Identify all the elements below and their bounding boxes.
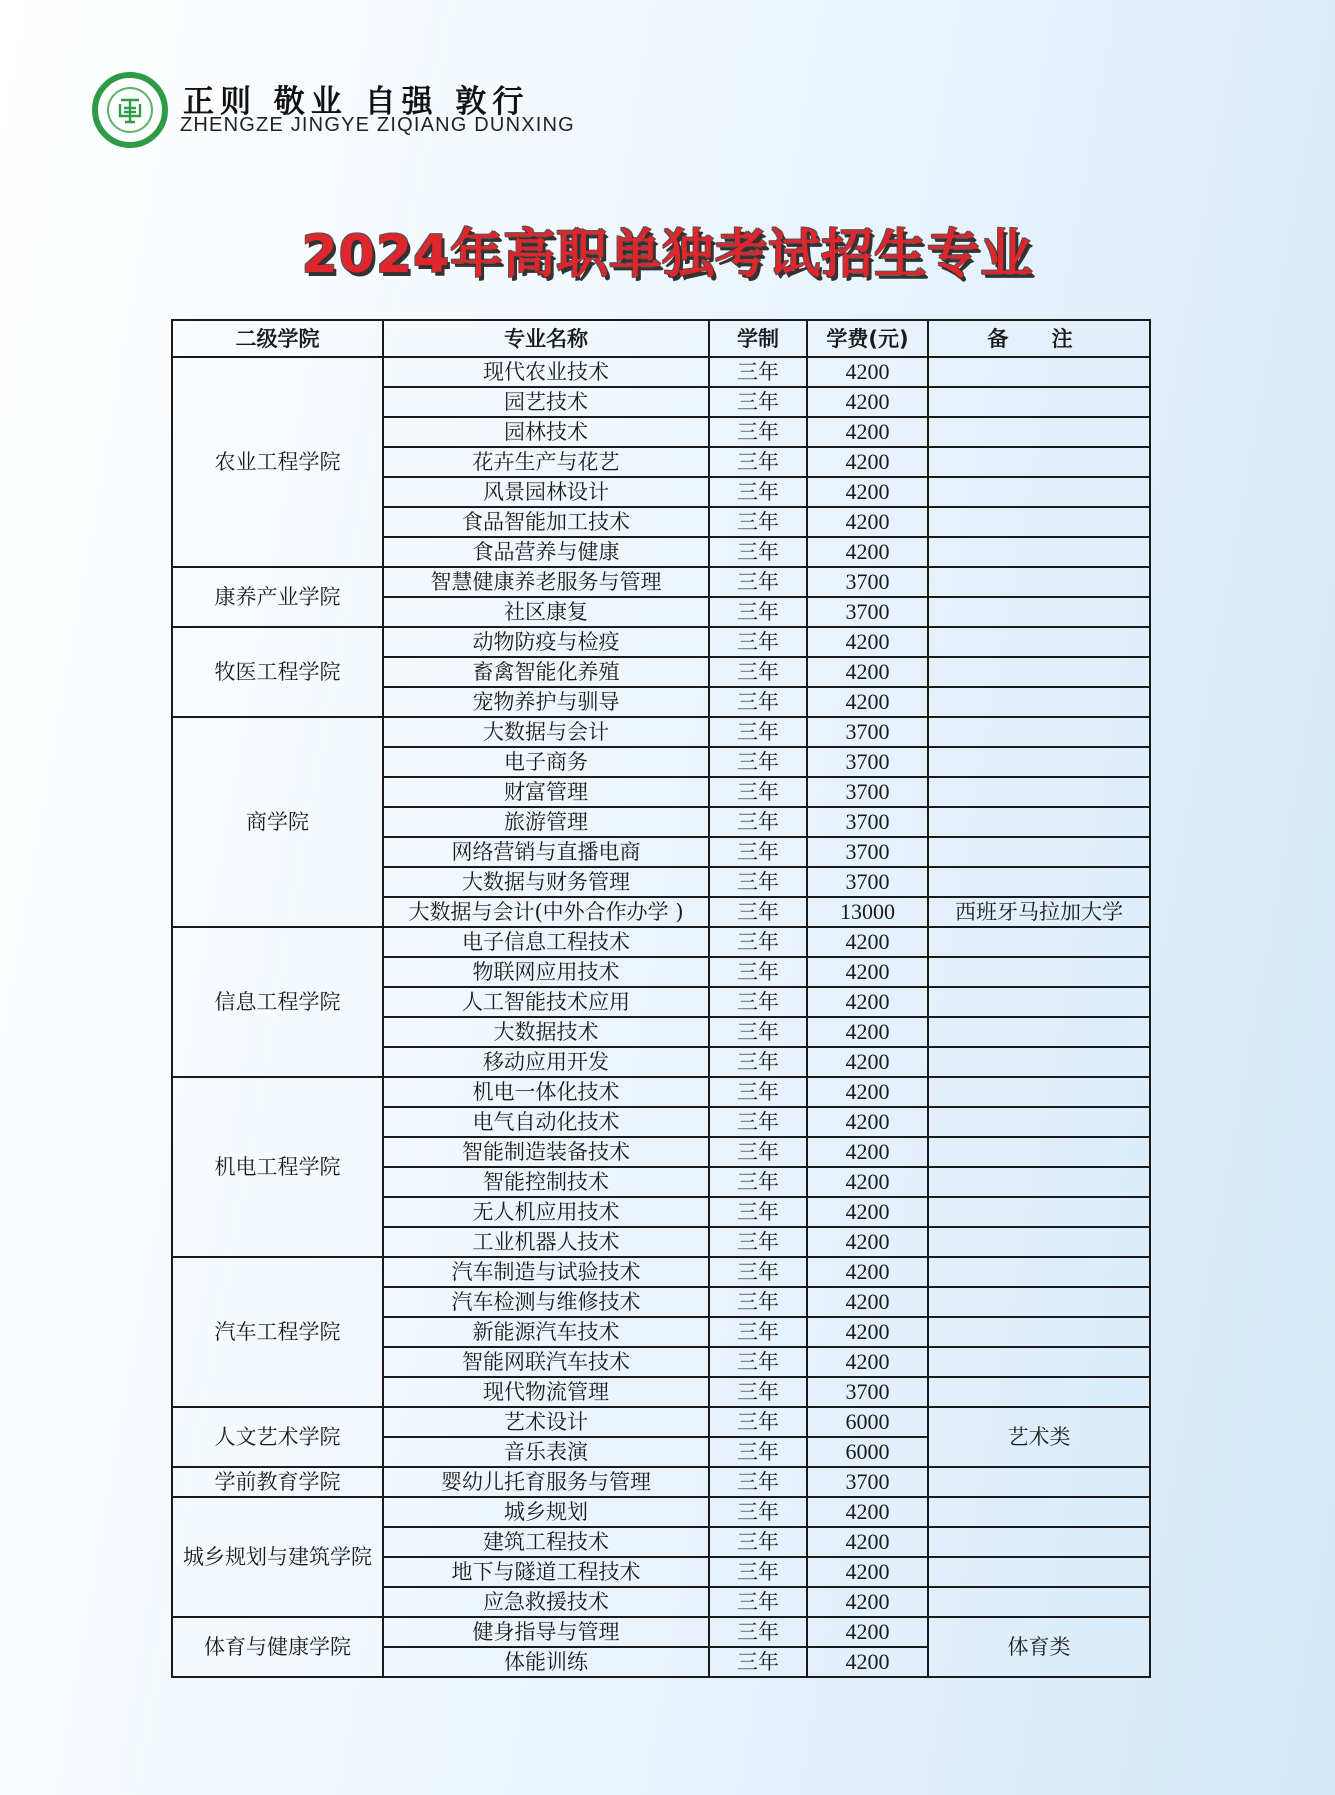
duration-cell: 三年 [709,1347,807,1377]
duration-cell: 三年 [709,1017,807,1047]
fee-cell: 6000 [807,1437,928,1467]
duration-cell: 三年 [709,1227,807,1257]
major-cell: 电子信息工程技术 [383,927,709,957]
fee-cell: 4200 [807,417,928,447]
duration-cell: 三年 [709,1437,807,1467]
header-duration: 学制 [709,320,807,357]
note-cell [928,957,1150,987]
note-cell [928,1317,1150,1347]
fee-cell: 3700 [807,1377,928,1407]
duration-cell: 三年 [709,1317,807,1347]
note-cell [928,1167,1150,1197]
duration-cell: 三年 [709,657,807,687]
note-cell [928,837,1150,867]
table-body [172,357,1150,1677]
college-cell: 农业工程学院 [172,357,383,567]
major-cell: 智能制造装备技术 [383,1137,709,1167]
fee-cell: 4200 [807,1497,928,1527]
note-cell [928,1467,1150,1497]
fee-cell: 4200 [807,357,928,387]
header-note: 备 注 [928,320,1150,357]
major-cell: 旅游管理 [383,807,709,837]
table-row [172,627,1150,657]
major-cell: 艺术设计 [383,1407,709,1437]
college-cell: 体育与健康学院 [172,1617,383,1677]
note-cell [928,417,1150,447]
major-cell: 现代物流管理 [383,1377,709,1407]
major-cell: 建筑工程技术 [383,1527,709,1557]
duration-cell: 三年 [709,1287,807,1317]
note-cell [928,717,1150,747]
duration-cell: 三年 [709,1467,807,1497]
duration-cell: 三年 [709,1077,807,1107]
note-cell [928,1347,1150,1377]
major-cell: 畜禽智能化养殖 [383,657,709,687]
major-cell: 健身指导与管理 [383,1617,709,1647]
duration-cell: 三年 [709,807,807,837]
table-row [172,567,1150,597]
duration-cell: 三年 [709,1167,807,1197]
major-cell: 汽车制造与试验技术 [383,1257,709,1287]
fee-cell: 4200 [807,1317,928,1347]
major-cell: 现代农业技术 [383,357,709,387]
note-cell [928,1527,1150,1557]
note-cell [928,657,1150,687]
note-cell [928,627,1150,657]
fee-cell: 3700 [807,837,928,867]
major-cell: 园林技术 [383,417,709,447]
major-cell: 新能源汽车技术 [383,1317,709,1347]
major-cell: 工业机器人技术 [383,1227,709,1257]
duration-cell: 三年 [709,1557,807,1587]
major-cell: 宠物养护与驯导 [383,687,709,717]
major-cell: 物联网应用技术 [383,957,709,987]
major-cell: 人工智能技术应用 [383,987,709,1017]
note-cell [928,867,1150,897]
duration-cell: 三年 [709,1407,807,1437]
major-cell: 体能训练 [383,1647,709,1677]
note-cell [928,1287,1150,1317]
fee-cell: 4200 [807,957,928,987]
fee-cell: 4200 [807,1527,928,1557]
note-cell [928,447,1150,477]
fee-cell: 13000 [807,897,928,927]
fee-cell: 3700 [807,807,928,837]
duration-cell: 三年 [709,747,807,777]
duration-cell: 三年 [709,1257,807,1287]
major-cell: 大数据与会计 [383,717,709,747]
duration-cell: 三年 [709,837,807,867]
duration-cell: 三年 [709,717,807,747]
major-cell: 食品智能加工技术 [383,507,709,537]
note-cell [928,507,1150,537]
fee-cell: 4200 [807,1227,928,1257]
major-cell: 城乡规划 [383,1497,709,1527]
table-header-row [172,320,1150,357]
fee-cell: 4200 [807,657,928,687]
major-cell: 动物防疫与检疫 [383,627,709,657]
fee-cell: 4200 [807,1347,928,1377]
fee-cell: 4200 [807,687,928,717]
duration-cell: 三年 [709,477,807,507]
major-cell: 汽车检测与维修技术 [383,1287,709,1317]
duration-cell: 三年 [709,357,807,387]
duration-cell: 三年 [709,1047,807,1077]
fee-cell: 4200 [807,1167,928,1197]
major-cell: 电气自动化技术 [383,1107,709,1137]
note-cell [928,477,1150,507]
fee-cell: 4200 [807,1557,928,1587]
note-cell [928,567,1150,597]
college-cell: 康养产业学院 [172,567,383,627]
table-row [172,717,1150,747]
major-cell: 婴幼儿托育服务与管理 [383,1467,709,1497]
header-major: 专业名称 [383,320,709,357]
duration-cell: 三年 [709,987,807,1017]
duration-cell: 三年 [709,1587,807,1617]
fee-cell: 3700 [807,1467,928,1497]
duration-cell: 三年 [709,1527,807,1557]
duration-cell: 三年 [709,1107,807,1137]
duration-cell: 三年 [709,1647,807,1677]
major-cell: 智能控制技术 [383,1167,709,1197]
fee-cell: 3700 [807,717,928,747]
note-cell [928,1587,1150,1617]
duration-cell: 三年 [709,447,807,477]
major-cell: 网络营销与直播电商 [383,837,709,867]
fee-cell: 4200 [807,1017,928,1047]
note-cell [928,1077,1150,1107]
fee-cell: 4200 [807,507,928,537]
note-cell [928,1137,1150,1167]
college-cell: 信息工程学院 [172,927,383,1077]
college-cell: 商学院 [172,717,383,927]
note-cell [928,357,1150,387]
duration-cell: 三年 [709,1497,807,1527]
note-cell [928,1557,1150,1587]
page-title: 2024年高职单独考试招生专业 [301,225,1034,285]
fee-cell: 4200 [807,1287,928,1317]
header-college: 二级学院 [172,320,383,357]
major-cell: 机电一体化技术 [383,1077,709,1107]
fee-cell: 4200 [807,627,928,657]
duration-cell: 三年 [709,627,807,657]
fee-cell: 4200 [807,1137,928,1167]
duration-cell: 三年 [709,507,807,537]
duration-cell: 三年 [709,927,807,957]
fee-cell: 4200 [807,1647,928,1677]
fee-cell: 3700 [807,597,928,627]
note-cell [928,1017,1150,1047]
table-row [172,1077,1150,1107]
duration-cell: 三年 [709,957,807,987]
table-row [172,1617,1150,1647]
fee-cell: 4200 [807,927,928,957]
majors-table [171,319,1151,1678]
note-cell [928,1497,1150,1527]
fee-cell: 4200 [807,537,928,567]
duration-cell: 三年 [709,897,807,927]
motto-chinese: 正则 敬业 自强 敦行 [183,84,530,120]
fee-cell: 6000 [807,1407,928,1437]
major-cell: 财富管理 [383,777,709,807]
table-row [172,1257,1150,1287]
college-cell: 学前教育学院 [172,1467,383,1497]
fee-cell: 4200 [807,447,928,477]
fee-cell: 4200 [807,1047,928,1077]
note-cell [928,1227,1150,1257]
fee-cell: 4200 [807,1617,928,1647]
fee-cell: 4200 [807,1257,928,1287]
table-row [172,357,1150,387]
fee-cell: 3700 [807,567,928,597]
major-cell: 食品营养与健康 [383,537,709,567]
motto-english: ZHENGZE JINGYE ZIQIANG DUNXING [180,114,575,136]
major-cell: 大数据技术 [383,1017,709,1047]
college-cell: 人文艺术学院 [172,1407,383,1467]
duration-cell: 三年 [709,567,807,597]
duration-cell: 三年 [709,687,807,717]
duration-cell: 三年 [709,1137,807,1167]
duration-cell: 三年 [709,777,807,807]
note-cell [928,777,1150,807]
note-cell: 西班牙马拉加大学 [928,897,1150,927]
duration-cell: 三年 [709,867,807,897]
college-cell: 城乡规划与建筑学院 [172,1497,383,1617]
major-cell: 地下与隧道工程技术 [383,1557,709,1587]
note-cell [928,687,1150,717]
table-row [172,927,1150,957]
fee-cell: 4200 [807,1587,928,1617]
duration-cell: 三年 [709,387,807,417]
note-cell [928,1377,1150,1407]
college-cell: 牧医工程学院 [172,627,383,717]
note-cell [928,537,1150,567]
college-cell: 汽车工程学院 [172,1257,383,1407]
fee-cell: 4200 [807,387,928,417]
duration-cell: 三年 [709,1377,807,1407]
note-cell: 体育类 [928,1617,1150,1677]
major-cell: 应急救援技术 [383,1587,709,1617]
fee-cell: 3700 [807,777,928,807]
note-cell [928,1257,1150,1287]
major-cell: 无人机应用技术 [383,1197,709,1227]
note-cell [928,1107,1150,1137]
fee-cell: 4200 [807,1107,928,1137]
major-cell: 电子商务 [383,747,709,777]
major-cell: 移动应用开发 [383,1047,709,1077]
college-cell: 机电工程学院 [172,1077,383,1257]
duration-cell: 三年 [709,597,807,627]
major-cell: 智能网联汽车技术 [383,1347,709,1377]
major-cell: 园艺技术 [383,387,709,417]
note-cell [928,807,1150,837]
major-cell: 花卉生产与花艺 [383,447,709,477]
header-fee: 学费(元) [807,320,928,357]
note-cell [928,1197,1150,1227]
duration-cell: 三年 [709,1617,807,1647]
fee-cell: 4200 [807,1077,928,1107]
table-row [172,1467,1150,1497]
note-cell [928,927,1150,957]
major-cell: 智慧健康养老服务与管理 [383,567,709,597]
major-cell: 社区康复 [383,597,709,627]
logo-emblem-icon [98,78,162,142]
note-cell [928,747,1150,777]
duration-cell: 三年 [709,1197,807,1227]
note-cell: 艺术类 [928,1407,1150,1467]
fee-cell: 3700 [807,867,928,897]
major-cell: 大数据与财务管理 [383,867,709,897]
table-row [172,1407,1150,1437]
note-cell [928,387,1150,417]
duration-cell: 三年 [709,537,807,567]
fee-cell: 4200 [807,987,928,1017]
fee-cell: 4200 [807,1197,928,1227]
fee-cell: 4200 [807,477,928,507]
fee-cell: 3700 [807,747,928,777]
table-row [172,1497,1150,1527]
major-cell: 大数据与会计(中外合作办学 ) [383,897,709,927]
major-cell: 风景园林设计 [383,477,709,507]
note-cell [928,987,1150,1017]
note-cell [928,597,1150,627]
note-cell [928,1047,1150,1077]
school-logo [92,72,168,148]
duration-cell: 三年 [709,417,807,447]
major-cell: 音乐表演 [383,1437,709,1467]
